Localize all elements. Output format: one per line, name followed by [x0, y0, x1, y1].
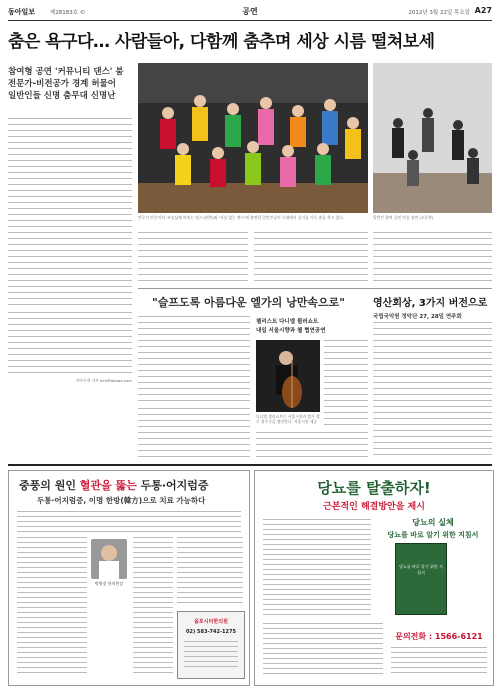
- book-cover: [395, 543, 447, 615]
- dance-photo-main: [138, 63, 368, 213]
- clinic-name: 올포시티한의원: [194, 619, 228, 625]
- ad-headache: [8, 470, 250, 686]
- ad-highlight: 혈관을 뚫는: [79, 479, 137, 492]
- ad-headache-body-col3: [177, 537, 243, 607]
- dance-performance-image: [138, 63, 368, 213]
- interview-body-col2: [324, 340, 368, 426]
- article-body-col4: [373, 232, 492, 284]
- subhead-line: 전문가-비전공가 경계 허물어: [8, 79, 116, 89]
- interview-heading-line: 내일 서울시향과 첼 협연공연: [256, 328, 326, 334]
- ad-headache-headline: 중풍의 원인 혈관을 뚫는 두통·어지럼증: [19, 479, 209, 492]
- ad-headache-intro: [17, 511, 241, 533]
- masthead: [8, 5, 492, 19]
- doctor-name: 박원장 한의원장: [94, 581, 124, 586]
- cellist-image: [256, 340, 320, 412]
- ad-diabetes-body: [263, 519, 371, 619]
- interview-body-col3: [256, 432, 368, 458]
- rehearsal-photo: [373, 63, 492, 213]
- clinic-phone: 02) 583-742-1275: [186, 629, 236, 635]
- subhead-line: 일반인들 신명 춤무대 신명난: [8, 91, 116, 101]
- clinic-info-box: [177, 611, 245, 679]
- doctor-photo: [91, 539, 127, 579]
- ad-headache-body-col2: [133, 537, 173, 677]
- side-article: [373, 294, 492, 320]
- issue-date: 2012년 3월 22일 목요일: [408, 10, 470, 16]
- article-body-col1: [8, 118, 132, 308]
- side-article-title: 영산회상, 3가지 버전으로: [373, 298, 488, 309]
- newspaper-logo: 동아일보: [8, 8, 36, 16]
- interview-body-col1b: [138, 408, 250, 458]
- side-article-body: [373, 322, 492, 458]
- pull-quote: "슬프도록 아름다운 엘가의 낭만속으로": [152, 296, 345, 309]
- ad-book-titles: [379, 517, 487, 540]
- interview-body-col1: [138, 316, 250, 404]
- interview-heading: [256, 318, 368, 336]
- ad-headache-body-col1: [17, 537, 87, 677]
- section-title: 공연: [242, 7, 258, 16]
- ad-diabetes-subhead: 근본적인 해결방안을 제시: [323, 502, 425, 512]
- photo-caption-main: 안무가 안은미의 '조상님께 바치는 댄스'(왼쪽)와 '사심 없는 땐스'에 출연한 일반인들이 무대에서 즐거움 가득 춤을 추고 있다.: [138, 215, 345, 220]
- rehearsal-image: [373, 63, 492, 213]
- ad-diabetes-body-2: [263, 623, 383, 677]
- side-article-subtitle: 국립국악원 정악단 27, 28일 연주회: [373, 314, 462, 320]
- cellist-caption: 다니엘 뮐러쇼트는 서울시향과 엘가 첼로 협주곡을 협연한다. 서울시향 제공: [256, 414, 320, 424]
- ad-diabetes-headline: 당뇨를 탈출하자!: [317, 479, 431, 497]
- ad-divider: [8, 464, 492, 466]
- article-headline: 춤은 욕구다… 사람들아, 다함께 춤추며 세상 시름 떨쳐보세: [8, 32, 435, 52]
- interview-heading-line: 첼리스트 다니엘 뮐러쇼트: [256, 319, 319, 325]
- ad-diabetes-phone: 문의전화 : 1566-6121: [395, 632, 483, 641]
- book-title-2: 당뇨를 바로 알기 위한 지침서: [387, 531, 479, 539]
- issue-number: 제28183호 ©: [50, 10, 86, 16]
- article-byline: 김아무개 기자 kim@donga.com: [75, 378, 132, 382]
- page-number: A27: [474, 6, 492, 15]
- article-body-col2: [138, 232, 248, 284]
- photo-caption-secondary: 일반인 참여 공연 연습 장면 (오른쪽): [373, 215, 434, 220]
- cellist-photo: [256, 340, 320, 412]
- ad-diabetes: [254, 470, 494, 686]
- book-cover-label: 당뇨를 바로 알기 위한 지침서: [399, 564, 443, 575]
- article-body-col3: [254, 232, 368, 284]
- section-divider: [138, 288, 492, 289]
- ad-diabetes-footer: [391, 647, 487, 677]
- article-body-col1b: [8, 312, 132, 382]
- masthead-rule: [8, 20, 492, 21]
- subhead-line: 참여형 공연 '커뮤니티 댄스' 붐: [8, 67, 124, 77]
- article-subhead: [8, 66, 128, 102]
- book-title-1: 당뇨의 실체: [412, 518, 454, 527]
- ad-headache-subhead: 두통·어지럼증, 이명 한방(韓方)으로 치료 가능하다: [37, 496, 206, 505]
